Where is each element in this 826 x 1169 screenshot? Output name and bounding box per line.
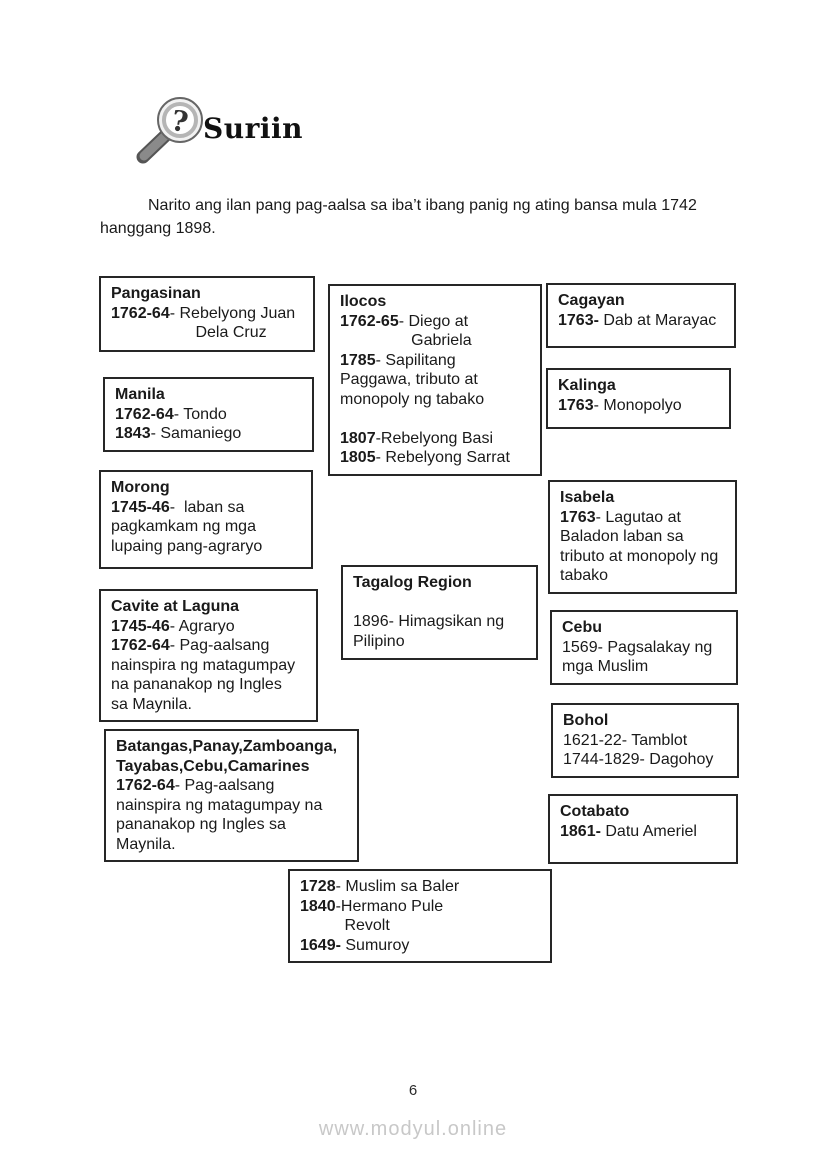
box-line: [558, 291, 724, 311]
box-text: nainspira ng matagumpay: [111, 656, 296, 674]
box-text: -Rebelyong Basi: [375, 429, 493, 447]
box-text-bold: Cotabato: [560, 803, 630, 820]
box-text-bold: 1762-64: [116, 777, 175, 794]
box-line: [560, 527, 725, 547]
box-line: [340, 351, 530, 371]
box-text-bold: 1745-46: [111, 617, 170, 635]
box-text: - Rebelyong Sarrat: [375, 449, 510, 466]
box-text: Sumuroy: [340, 936, 410, 954]
box-line: [111, 656, 306, 676]
box-line: [111, 617, 306, 637]
box-line: [340, 409, 530, 429]
box-text-bold: 1785: [340, 351, 376, 369]
box-text-bold: 1805: [340, 449, 376, 466]
region-box-morong: [99, 470, 313, 569]
box-text: Gabriela: [340, 332, 472, 349]
box-line: [111, 597, 306, 617]
box-text-bold: Morong: [111, 479, 170, 496]
box-text: Revolt: [300, 917, 390, 934]
region-box-cotabato: [548, 794, 738, 864]
box-text: pagkamkam ng mga: [111, 518, 256, 535]
box-line: [115, 385, 302, 405]
box-text: 1569- Pagsalakay ng: [562, 638, 713, 656]
box-line: [340, 448, 530, 468]
box-text: - Lagutao at: [595, 508, 681, 526]
box-line: [111, 304, 303, 324]
box-line: [340, 390, 530, 410]
box-line: [111, 323, 303, 343]
box-text: - Samaniego: [150, 425, 242, 442]
box-line: [560, 488, 725, 508]
box-text-bold: Manila: [115, 386, 165, 403]
box-text-bold: 1762-64: [111, 637, 170, 654]
box-line: [116, 815, 347, 835]
box-text-bold: 1861-: [560, 822, 601, 840]
box-line: [116, 776, 347, 796]
intro-paragraph: Narito ang ilan pang pag-aalsa sa iba’t ibang panig ng ating bansa mula 1742 hanggang 1898.: [100, 197, 697, 237]
box-line: [560, 802, 726, 822]
box-text: - Muslim sa Baler: [335, 878, 460, 895]
box-line: [111, 517, 301, 537]
box-text-bold: Isabela: [560, 489, 615, 506]
box-text: Baladon laban sa: [560, 528, 684, 545]
box-text: 1621-22- Tamblot: [563, 731, 688, 749]
box-line: [562, 618, 726, 638]
box-text-bold: 1843: [115, 425, 151, 442]
question-mark-glyph: ?: [168, 103, 191, 140]
box-text: Pilipino: [353, 632, 405, 650]
box-text: Dab at Marayac: [598, 311, 717, 329]
box-line: [116, 835, 347, 855]
box-line: [558, 311, 724, 331]
box-text: - Sapilitang: [375, 351, 456, 369]
box-text: Dela Cruz: [111, 324, 267, 341]
box-line: [300, 897, 540, 917]
box-line: [116, 796, 347, 816]
box-line: [558, 396, 719, 416]
box-text-bold: 1840: [300, 897, 336, 915]
box-text: Paggawa, tributo at: [340, 371, 478, 388]
box-line: [340, 292, 530, 312]
box-line: [111, 284, 303, 304]
box-line: [340, 331, 530, 351]
box-line: [563, 731, 727, 751]
box-text-bold: Cebu: [562, 619, 602, 636]
box-text: - Rebelyong Juan: [169, 304, 296, 322]
magnifier-question-icon: [130, 94, 210, 166]
box-text-bold: Pangasinan: [111, 285, 201, 302]
region-box-cavite-at-laguna: [99, 589, 318, 722]
box-text-bold: Tagalog Region: [353, 574, 472, 591]
region-box-kalinga: [546, 368, 731, 429]
box-line: [115, 424, 302, 444]
region-box-pangasinan: [99, 276, 315, 352]
box-line: [353, 612, 526, 632]
box-line: [300, 936, 540, 956]
box-line: [116, 737, 347, 757]
box-text-bold: 1762-65: [340, 312, 399, 330]
box-text: - laban sa: [169, 498, 245, 516]
box-text-bold: 1745-46: [111, 498, 170, 516]
box-text: 1896- Himagsikan ng: [353, 613, 505, 630]
box-text-bold: 1649-: [300, 936, 341, 954]
section-title: Suriin: [203, 112, 303, 145]
box-text: 1744-1829- Dagohoy: [563, 751, 714, 768]
region-box-ilocos: [328, 284, 542, 476]
box-line: [340, 429, 530, 449]
box-line: [563, 750, 727, 770]
box-line: [111, 498, 301, 518]
box-line: [558, 376, 719, 396]
box-line: [560, 822, 726, 842]
box-text: tabako: [560, 567, 609, 584]
box-text: nainspira ng matagumpay na: [116, 796, 323, 814]
box-text: monopoly ng tabako: [340, 390, 485, 408]
box-text: - Diego at: [398, 312, 469, 330]
box-line: [340, 312, 530, 332]
box-text: - Tondo: [173, 405, 227, 423]
region-box-tagalog-region: [341, 565, 538, 660]
box-line: [116, 757, 347, 777]
box-text-bold: Tayabas,Cebu,Camarines: [116, 757, 310, 775]
box-text-bold: 1763: [560, 508, 596, 526]
box-line: [300, 916, 540, 936]
box-line: [560, 566, 725, 586]
region-box-baler: [288, 869, 552, 963]
box-text-bold: 1763: [558, 396, 594, 414]
page-number: 6: [408, 1082, 418, 1099]
box-line: [340, 370, 530, 390]
box-text-bold: Cagayan: [558, 292, 625, 309]
box-text: Datu Ameriel: [600, 822, 697, 840]
box-line: [111, 478, 301, 498]
box-text-bold: Bohol: [563, 712, 609, 729]
box-text-bold: Cavite at Laguna: [111, 598, 240, 615]
box-text-bold: Kalinga: [558, 377, 616, 394]
box-line: [111, 675, 306, 695]
region-box-cebu: [550, 610, 738, 685]
box-text: - Pag-aalsang: [169, 637, 270, 654]
box-line: [560, 508, 725, 528]
box-line: [111, 537, 301, 557]
box-line: [563, 711, 727, 731]
box-line: [111, 636, 306, 656]
box-line: [300, 877, 540, 897]
box-text-bold: 1762-64: [115, 405, 174, 423]
box-line: [353, 632, 526, 652]
box-text: -Hermano Pule: [335, 897, 444, 915]
box-text-bold: Batangas,Panay,Zamboanga,: [116, 738, 338, 755]
box-text: lupaing pang-agraryo: [111, 537, 263, 555]
region-box-cagayan: [546, 283, 736, 348]
box-text-bold: Ilocos: [340, 293, 387, 310]
box-text: na pananakop ng Ingles: [111, 676, 282, 693]
box-line: [353, 573, 526, 593]
watermark-text: www.modyul.online: [318, 1118, 508, 1140]
box-text: - Monopolyo: [593, 396, 682, 414]
box-text: tributo at monopoly ng: [560, 547, 719, 565]
region-box-bohol: [551, 703, 739, 778]
box-text: sa Maynila.: [111, 695, 192, 713]
box-text-bold: 1763-: [558, 311, 599, 329]
box-text: Maynila.: [116, 835, 176, 853]
box-text-bold: 1807: [340, 429, 376, 447]
box-text: mga Muslim: [562, 658, 649, 675]
region-box-manila: [103, 377, 314, 452]
box-line: [560, 547, 725, 567]
box-text-bold: 1728: [300, 878, 336, 895]
box-line: [562, 657, 726, 677]
box-text: - Pag-aalsang: [174, 777, 275, 794]
region-box-batangas-panay-zamboanga: [104, 729, 359, 862]
box-line: [353, 593, 526, 613]
box-line: [562, 638, 726, 658]
box-text-bold: 1762-64: [111, 304, 170, 322]
box-line: [115, 405, 302, 425]
box-text: pananakop ng Ingles sa: [116, 816, 286, 833]
box-text: - Agraryo: [169, 617, 235, 635]
box-line: [111, 695, 306, 715]
region-box-isabela: [548, 480, 737, 594]
